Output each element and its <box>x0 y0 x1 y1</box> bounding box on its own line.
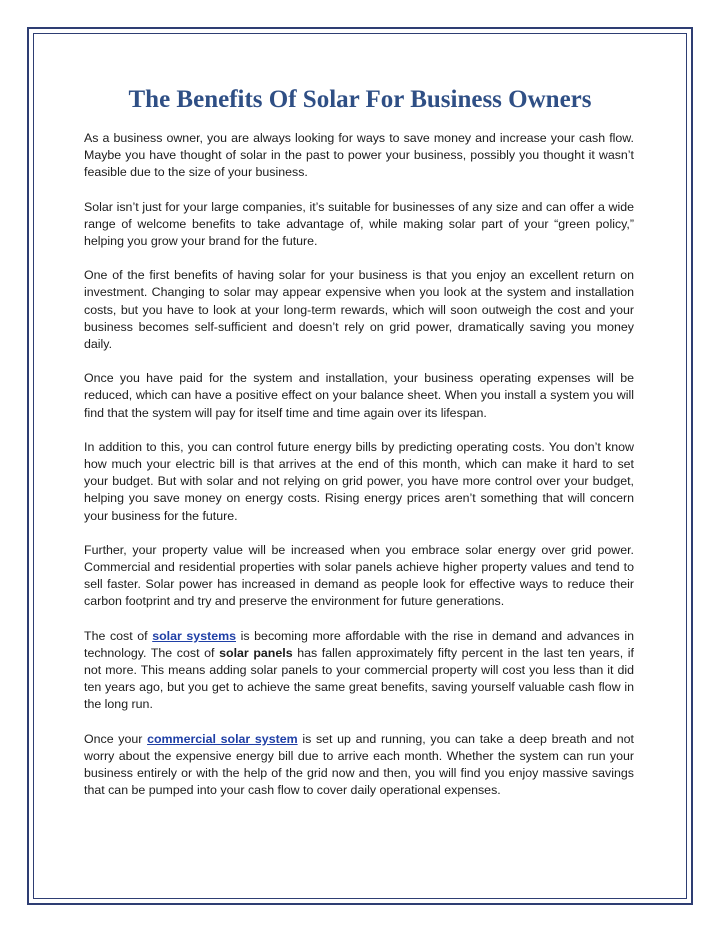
commercial-solar-system-link[interactable]: commercial solar system <box>147 731 298 746</box>
paragraph-3: One of the first benefits of having solar for your business is that you enjoy an excellent return on investment. Changing to solar may appear expensive when you look at the system and installation costs, but you have to look at your long-term rewards, which will soon outweigh the cost and your business becomes self-sufficient and doesn’t rely on grid power, dramatically saving you money daily. <box>84 268 634 352</box>
paragraph-2: Solar isn’t just for your large companies, it’s suitable for businesses of any size and can offer a wide range of welcome benefits to take advantage of, while making solar part of your “green policy,” helping you grow your brand for the future. <box>84 199 634 249</box>
paragraph-7-text-c: has fallen approximately fifty percent in the last ten years, if not more. This means adding solar panels to your commercial property will cost you less than it did ten years ago, but you get to achieve the same great benefits, saving yourself valuable cash flow in the long run. <box>84 645 634 712</box>
paragraph-7-text-b: is becoming more affordable with the rise in demand and advances in technology. The cost of <box>84 628 634 660</box>
paragraph-7-text-a: The cost of <box>84 628 153 643</box>
paragraph-6: Further, your property value will be increased when you embrace solar energy over grid power. Commercial and residential properties with solar panels achieve higher property values and tend to sell faster. Solar power has increased in demand as people look for effective ways to reduce their carbon footprint and try and preserve the environment for future generations. <box>84 542 634 609</box>
paragraph-1: As a business owner, you are always looking for ways to save money and increase your cash flow. Maybe you have thought of solar in the past to power your business, possibly you thought it wasn’t feasible due to the size of your business. <box>84 131 634 180</box>
paragraph-8-text-a: Once your <box>84 731 148 746</box>
solar-systems-link[interactable]: solar systems <box>152 628 237 643</box>
solar-panels-bold: solar panels <box>219 645 293 660</box>
paragraph-7 <box>84 628 634 714</box>
document-title: The Benefits Of Solar For Business Owners <box>128 86 592 113</box>
paragraph-5: In addition to this, you can control future energy bills by predicting operating costs. You don’t know how much your electric bill is that arrives at the end of this month, which can make it hard to set your budget. But with solar and not relying on grid power, you have more control over your budget, helping you save money on energy costs. Rising energy prices aren’t something that will concern your business for the future. <box>84 439 634 523</box>
paragraph-4: Once you have paid for the system and installation, your business operating expenses will be reduced, which can have a positive effect on your balance sheet. When you install a system you will find that the system will pay for itself time and time again over its lifespan. <box>84 371 634 420</box>
document-body <box>84 130 634 817</box>
paragraph-8-text-b: is set up and running, you can take a deep breath and not worry about the expensive energy bill due to arrive each month. Whether the system can run your business entirely or with the help of the grid now and then, you will find you enjoy massive savings that can be pumped into your cash flow to cover daily operational expenses. <box>84 731 634 798</box>
paragraph-8 <box>84 731 634 800</box>
